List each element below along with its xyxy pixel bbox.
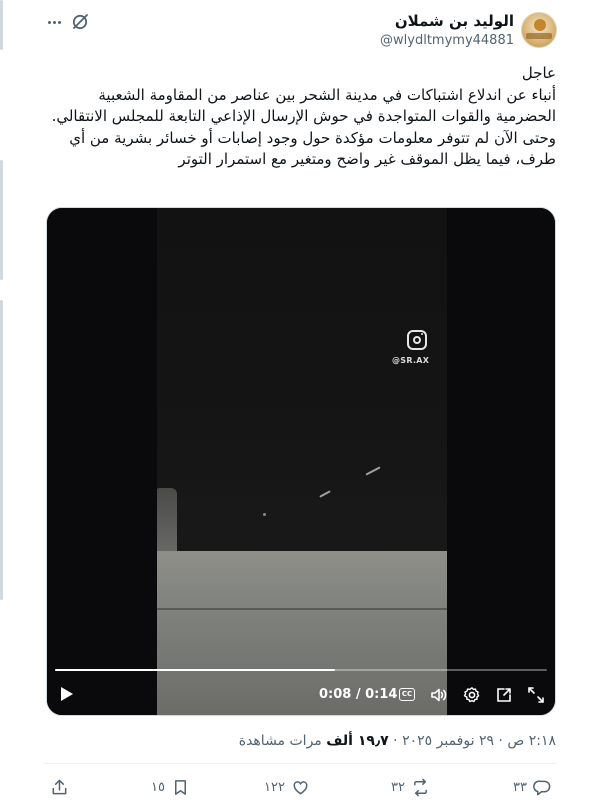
avatar-band: [526, 33, 552, 39]
video-wall-joint: [157, 608, 447, 610]
captions-label: CC: [399, 688, 415, 701]
tweet: [30, 0, 570, 800]
repost-count: ٣٢: [391, 779, 405, 795]
bookmark-count: ١٥: [151, 779, 165, 795]
video-light-dot: [263, 513, 266, 516]
avatar[interactable]: [521, 12, 557, 48]
repost-icon: [411, 778, 430, 797]
like-button[interactable]: [264, 776, 310, 798]
author-handle[interactable]: @wlydltmymy44881: [380, 33, 514, 48]
bookmark-button[interactable]: [151, 776, 190, 798]
play-icon[interactable]: [61, 687, 73, 701]
tweet-text: عاجل أنباء عن اندلاع اشتباكات في مدينة الشحر بين عناصر من المقاومة الشعبية الحضرمية والقوات المتواجدة في حوش الإرسال الإذاعي التابعة للمجلس الانتقالي. وحتى الآن لم تتوفر معلومات مؤكدة حول وجود إصابات أو خسائر بشرية من أي طرف، فيما يظل الموقف غير واضح ومتغير مع استمرار التوتر: [51, 64, 556, 168]
share-button[interactable]: [50, 776, 69, 798]
instagram-icon: [407, 330, 427, 350]
video-time: 0:08 / 0:14: [319, 687, 398, 702]
rail-segment: [0, 0, 3, 50]
video-progress-fill: [55, 669, 335, 671]
heart-icon: [291, 778, 310, 797]
reply-button[interactable]: [513, 776, 552, 798]
picture-in-picture-icon[interactable]: [495, 686, 513, 704]
captions-icon[interactable]: [399, 686, 417, 704]
video-watermark: @SR.AX: [392, 356, 430, 365]
tweet-meta: [239, 733, 556, 749]
more-dots-icon[interactable]: [44, 14, 64, 30]
divider: [44, 763, 556, 764]
video-controls: [47, 682, 555, 708]
view-count: ١٩٫٧ ألف: [326, 733, 389, 749]
left-rail: [0, 0, 4, 800]
video-player[interactable]: [46, 207, 556, 716]
tweet-timestamp[interactable]: ٢:١٨ ص · ٢٩ نوفمبر ٢٠٢٥ ·: [388, 733, 556, 749]
fullscreen-icon[interactable]: [527, 686, 545, 704]
reply-icon: [533, 778, 552, 797]
avatar-emblem: [534, 19, 546, 31]
video-progress-bar[interactable]: [55, 669, 547, 671]
bookmark-icon: [171, 778, 190, 797]
like-count: ١٢٢: [264, 779, 285, 795]
repost-button[interactable]: [391, 776, 430, 798]
rail-segment: [0, 160, 3, 280]
view-label: مرات مشاهدة: [238, 733, 327, 749]
grok-icon[interactable]: [70, 12, 90, 32]
settings-icon[interactable]: [463, 686, 481, 704]
volume-icon[interactable]: [430, 686, 448, 704]
author-name[interactable]: الوليد بن شملان: [394, 12, 514, 30]
share-icon: [50, 778, 69, 797]
reply-count: ٣٣: [513, 779, 527, 795]
video-wall-post: [157, 488, 177, 558]
rail-segment: [0, 300, 3, 600]
